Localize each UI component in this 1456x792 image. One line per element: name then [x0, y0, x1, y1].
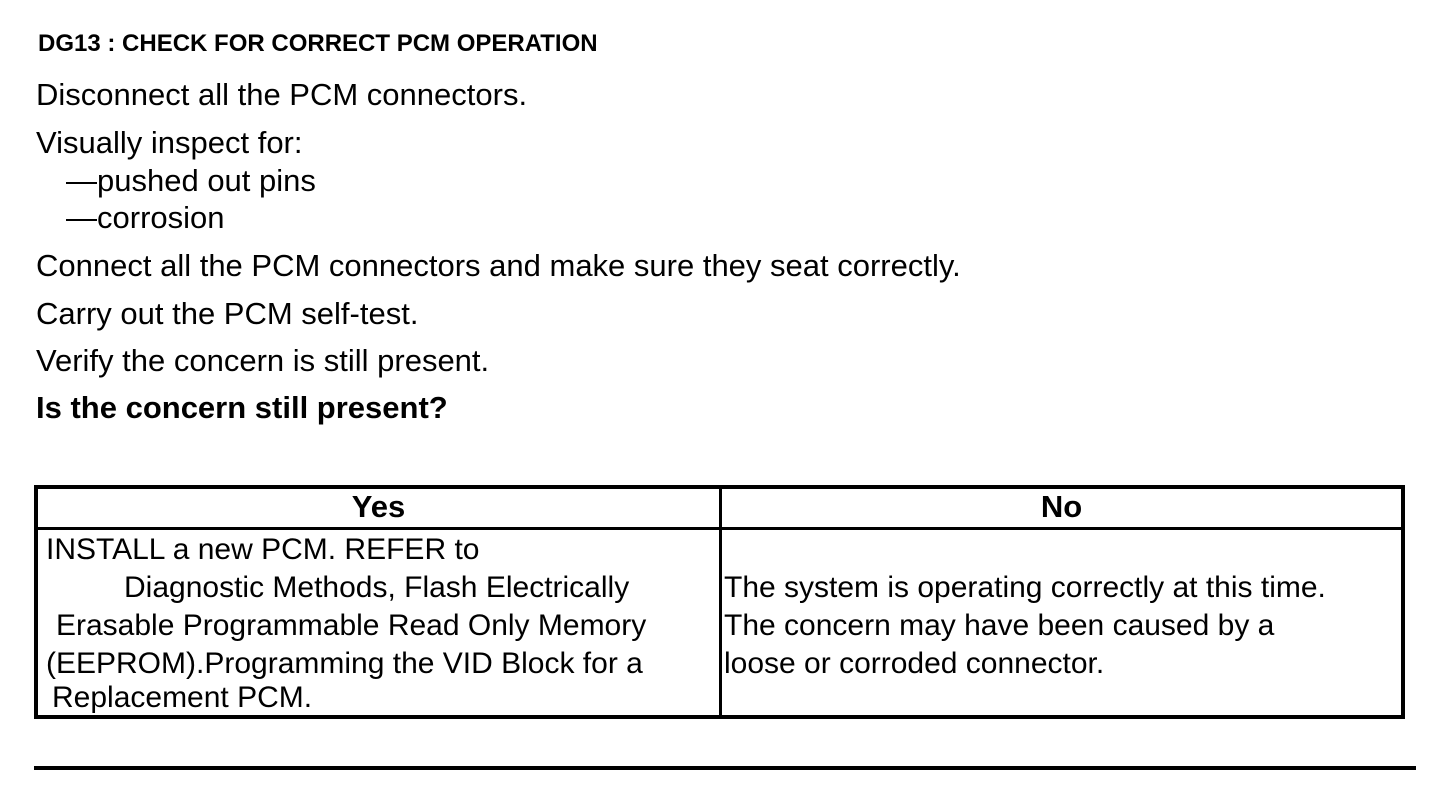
- yes-line-4: (EEPROM).Programming the VID Block for a: [46, 647, 643, 680]
- inspect-item-pushed-pins: —pushed out pins: [66, 163, 316, 198]
- yes-header: Yes: [351, 489, 406, 524]
- no-line-2: The concern may have been caused by a: [724, 609, 1275, 642]
- step-selftest: Carry out the PCM self-test.: [36, 296, 419, 331]
- yes-line-1: INSTALL a new PCM. REFER to: [46, 533, 480, 566]
- result-table: [34, 485, 1405, 719]
- no-line-1: The system is operating correctly at this time.: [724, 571, 1326, 604]
- step-verify: Verify the concern is still present.: [36, 343, 490, 378]
- question: Is the concern still present?: [36, 390, 448, 425]
- procedure-heading: DG13 : CHECK FOR CORRECT PCM OPERATION: [38, 30, 598, 57]
- no-header: No: [1040, 489, 1083, 524]
- step-inspect: Visually inspect for:: [36, 125, 303, 160]
- step-connect: Connect all the PCM connectors and make sure they seat correctly.: [36, 248, 961, 283]
- step-disconnect: Disconnect all the PCM connectors.: [36, 77, 528, 112]
- no-line-3: loose or corroded connector.: [724, 647, 1105, 680]
- footer-rule: [34, 766, 1416, 770]
- yes-line-3: Erasable Programmable Read Only Memory: [56, 609, 647, 642]
- inspect-item-corrosion: —corrosion: [66, 200, 225, 235]
- yes-line-2: Diagnostic Methods, Flash Electrically: [124, 571, 630, 604]
- yes-line-5: Replacement PCM.: [52, 681, 313, 714]
- header-divider: [38, 527, 1401, 530]
